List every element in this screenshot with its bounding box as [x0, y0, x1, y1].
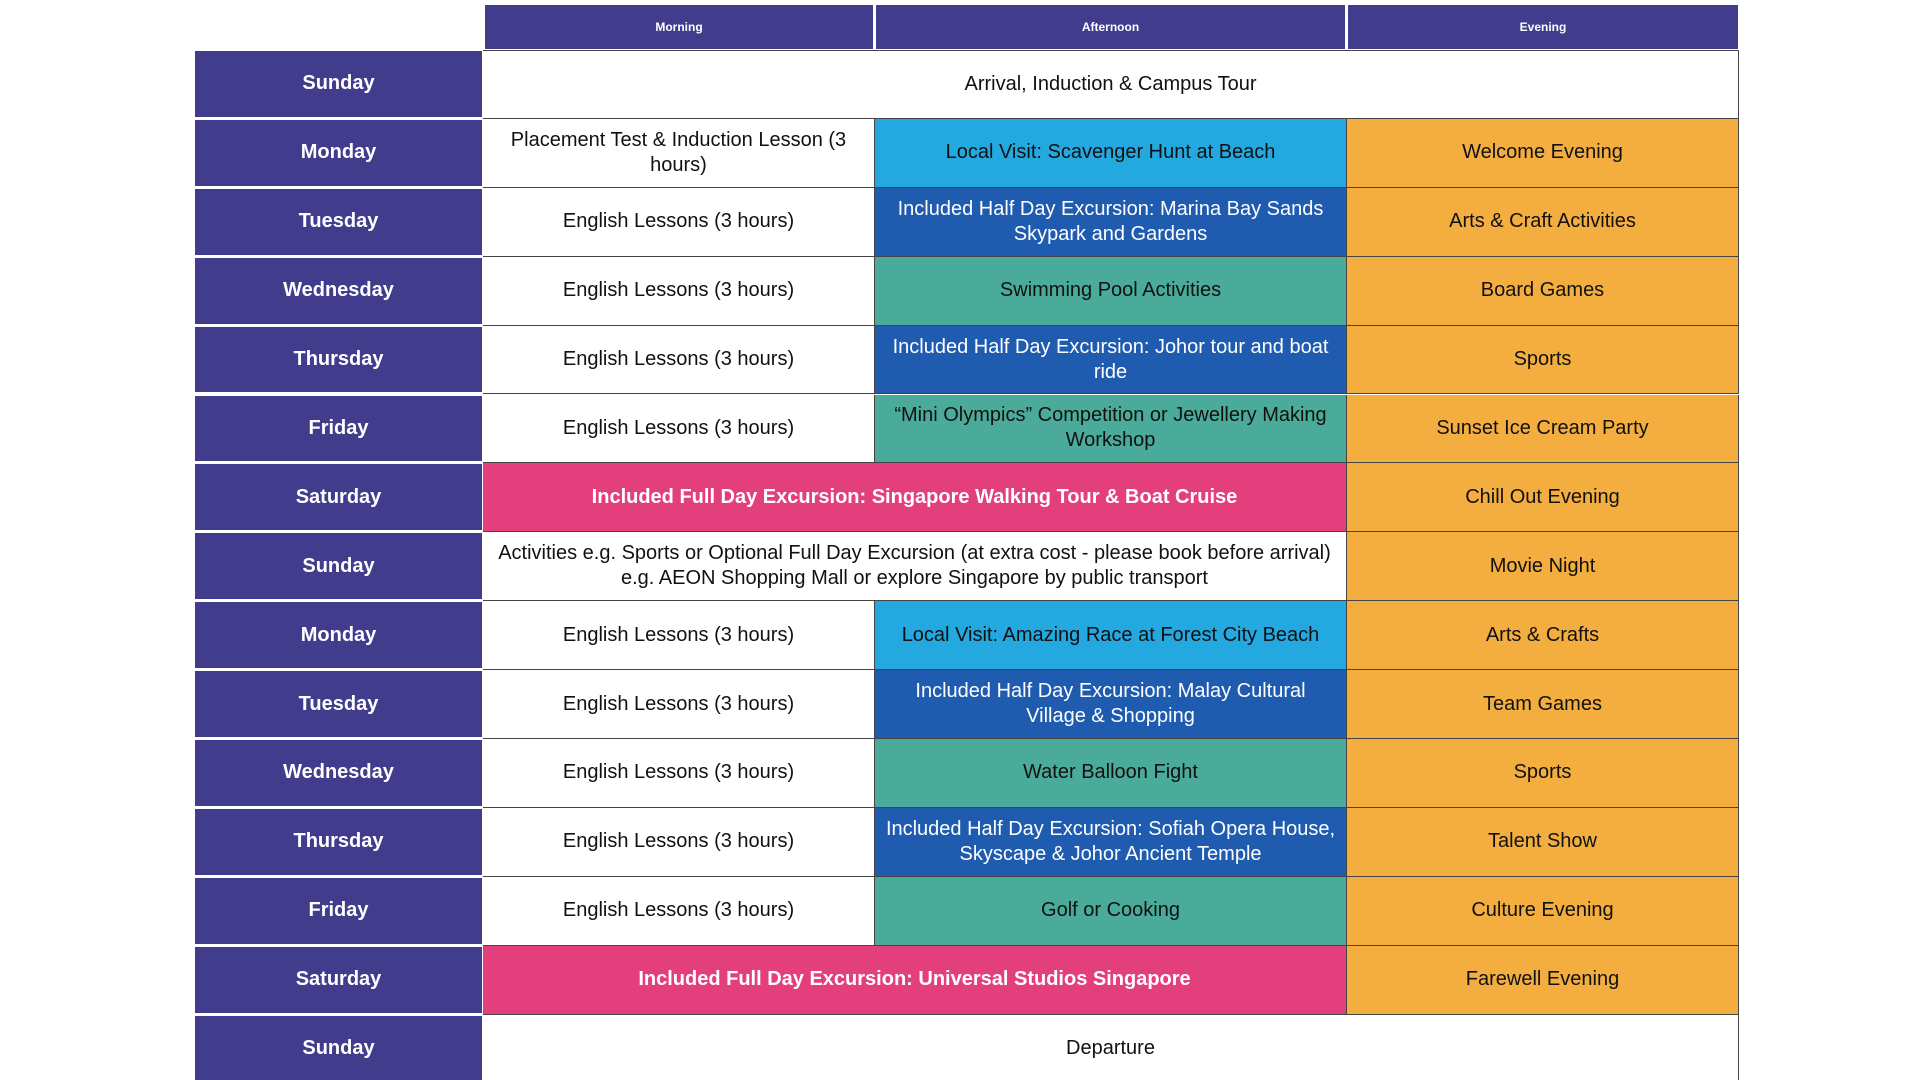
- activity-cell: Welcome Evening: [1347, 119, 1739, 188]
- day-label: Thursday: [195, 327, 482, 393]
- activity-cell: Local Visit: Amazing Race at Forest City Beach: [875, 601, 1347, 670]
- activity-cell: Arts & Crafts: [1347, 601, 1739, 670]
- activity-cell: Included Full Day Excursion: Singapore Walking Tour & Boat Cruise: [483, 463, 1347, 532]
- activity-cell: Local Visit: Scavenger Hunt at Beach: [875, 119, 1347, 188]
- activity-cell: Farewell Evening: [1347, 946, 1739, 1015]
- day-label: Wednesday: [195, 258, 482, 324]
- activity-cell: Board Games: [1347, 257, 1739, 326]
- activity-cell: Sunset Ice Cream Party: [1347, 395, 1739, 464]
- activity-cell: Sports: [1347, 739, 1739, 808]
- day-label: Sunday: [195, 51, 482, 117]
- activity-cell: English Lessons (3 hours): [483, 670, 875, 739]
- activity-cell: Swimming Pool Activities: [875, 257, 1347, 326]
- activity-cell: Chill Out Evening: [1347, 463, 1739, 532]
- day-label: Monday: [195, 120, 482, 186]
- activity-cell: Placement Test & Induction Lesson (3 hours): [483, 119, 875, 188]
- activity-cell: Included Half Day Excursion: Malay Cultural Village & Shopping: [875, 670, 1347, 739]
- day-label: Wednesday: [195, 740, 482, 806]
- activity-cell: Sports: [1347, 326, 1739, 395]
- day-label: Friday: [195, 878, 482, 944]
- activity-cell: English Lessons (3 hours): [483, 877, 875, 946]
- day-label: Thursday: [195, 809, 482, 875]
- activity-cell: Included Full Day Excursion: Universal Studios Singapore: [483, 946, 1347, 1015]
- activity-cell: Departure: [483, 1015, 1739, 1080]
- activity-cell: English Lessons (3 hours): [483, 739, 875, 808]
- activity-cell: Talent Show: [1347, 808, 1739, 877]
- activity-cell: Arts & Craft Activities: [1347, 188, 1739, 257]
- activity-cell: Included Half Day Excursion: Sofiah Opera House, Skyscape & Johor Ancient Temple: [875, 808, 1347, 877]
- header-afternoon: Afternoon: [876, 5, 1345, 49]
- activity-cell: “Mini Olympics” Competition or Jewellery Making Workshop: [875, 395, 1347, 464]
- activity-cell: Water Balloon Fight: [875, 739, 1347, 808]
- activity-cell: English Lessons (3 hours): [483, 257, 875, 326]
- day-label: Saturday: [195, 947, 482, 1013]
- activity-cell: Included Half Day Excursion: Marina Bay Sands Skypark and Gardens: [875, 188, 1347, 257]
- day-label: Monday: [195, 602, 482, 668]
- activity-cell: English Lessons (3 hours): [483, 326, 875, 395]
- header-morning: Morning: [485, 5, 873, 49]
- activity-cell: English Lessons (3 hours): [483, 188, 875, 257]
- activity-cell: Team Games: [1347, 670, 1739, 739]
- day-label: Friday: [195, 396, 482, 462]
- day-label: Sunday: [195, 1016, 482, 1080]
- activity-cell: Activities e.g. Sports or Optional Full Day Excursion (at extra cost - please book before arrival) e.g. AEON Shopping Mall or explore Singapore by public transport: [483, 532, 1347, 601]
- activity-cell: Golf or Cooking: [875, 877, 1347, 946]
- day-label: Tuesday: [195, 671, 482, 737]
- activity-cell: English Lessons (3 hours): [483, 601, 875, 670]
- activity-cell: Movie Night: [1347, 532, 1739, 601]
- day-label: Tuesday: [195, 189, 482, 255]
- activity-cell: Culture Evening: [1347, 877, 1739, 946]
- activity-cell: Arrival, Induction & Campus Tour: [483, 50, 1739, 119]
- day-label: Saturday: [195, 464, 482, 530]
- day-label: Sunday: [195, 533, 482, 599]
- activity-cell: Included Half Day Excursion: Johor tour and boat ride: [875, 326, 1347, 395]
- activity-cell: English Lessons (3 hours): [483, 808, 875, 877]
- activity-cell: English Lessons (3 hours): [483, 395, 875, 464]
- header-evening: Evening: [1348, 5, 1738, 49]
